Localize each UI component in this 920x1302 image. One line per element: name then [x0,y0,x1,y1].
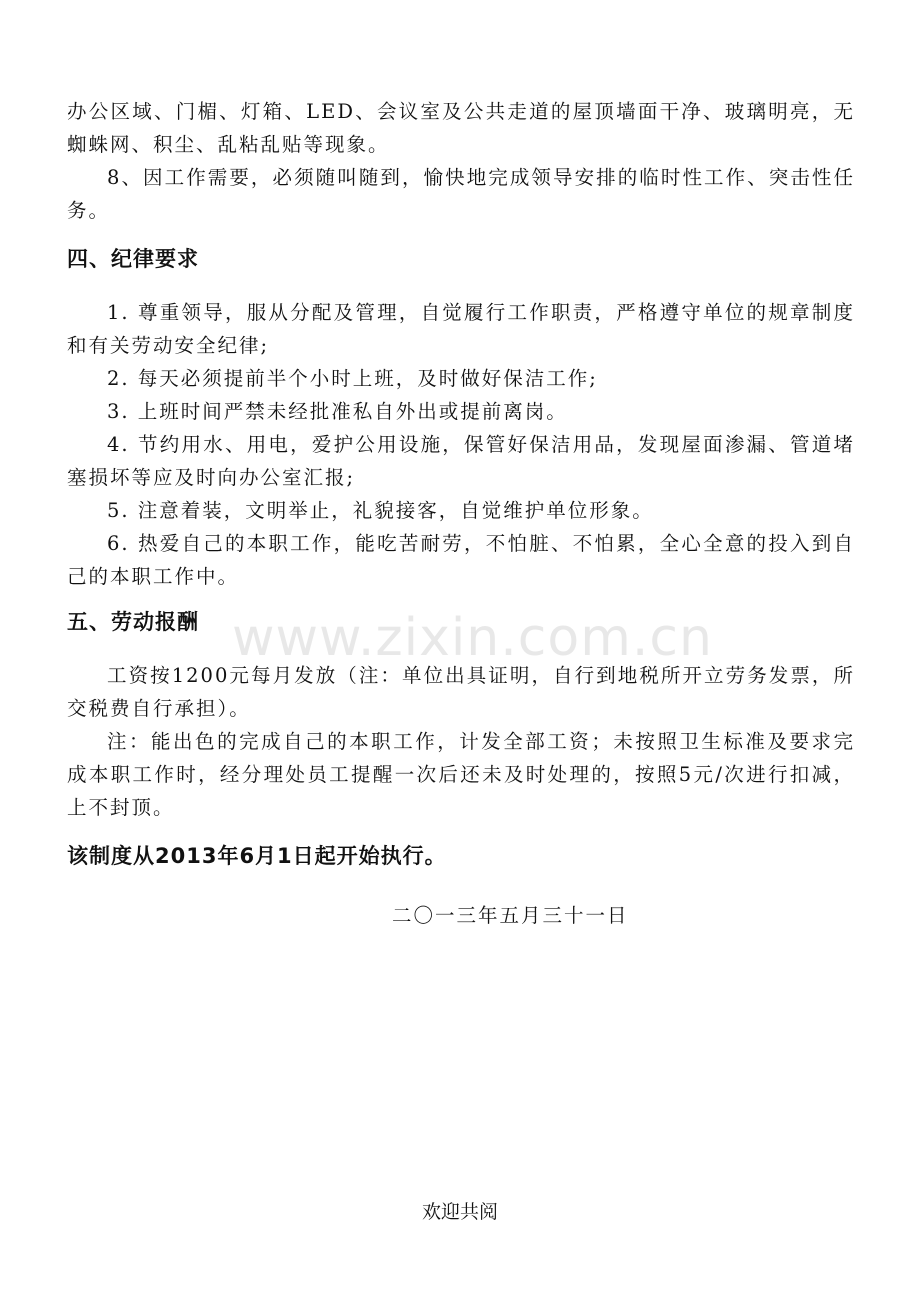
discipline-item-2: 2. 每天必须提前半个小时上班，及时做好保洁工作; [107,367,598,390]
discipline-item-6: 6. 热爱自己的本职工作，能吃苦耐劳，不怕脏、不怕累，全心全意的投入到自己的本职工作中。 [67,532,855,588]
note-paragraph: 注：能出色的完成自己的本职工作，计发全部工资；未按照卫生标准及要求完成本职工作时，经分理处员工提醒一次后还未及时处理的，按照5元/次进行扣减，上不封顶。 [67,730,855,819]
discipline-item-1: 1. 尊重领导，服从分配及管理，自觉履行工作职责，严格遵守单位的规章制度和有关劳动安全纪律; [67,301,855,357]
discipline-item-3: 3. 上班时间严禁未经批准私自外出或提前离岗。 [107,400,568,423]
discipline-item-5: 5. 注意着装，文明举止，礼貌接客，自觉维护单位形象。 [107,499,654,522]
page-footer: 欢迎共阅 [421,1201,498,1223]
discipline-item-4: 4. 节约用水、用电，爱护公用设施，保管好保洁用品，发现屋面渗漏、管道堵塞损坏等应及时向办公室汇报; [67,433,855,489]
paragraph-item-8: 8、因工作需要，必须随叫随到，愉快地完成领导安排的临时性工作、突击性任务。 [67,166,855,222]
effective-date-statement: 该制度从2013年6月1日起开始执行。 [67,844,447,868]
paragraph-item-7-continued: 办公区域、门楣、灯箱、LED、会议室及公共走道的屋顶墙面干净、玻璃明亮，无蜘蛛网、积尘、乱粘乱贴等现象。 [67,100,855,156]
section-heading-discipline: 四、纪律要求 [67,247,199,271]
watermark-text: www.zixin.com.cn [232,608,713,668]
document-date: 二〇一三年五月三十一日 [392,904,629,927]
section-heading-pay: 五、劳动报酬 [67,610,199,634]
pay-paragraph: 工资按1200元每月发放（注：单位出具证明，自行到地税所开立劳务发票，所交税费自行承担）。 [67,664,855,720]
